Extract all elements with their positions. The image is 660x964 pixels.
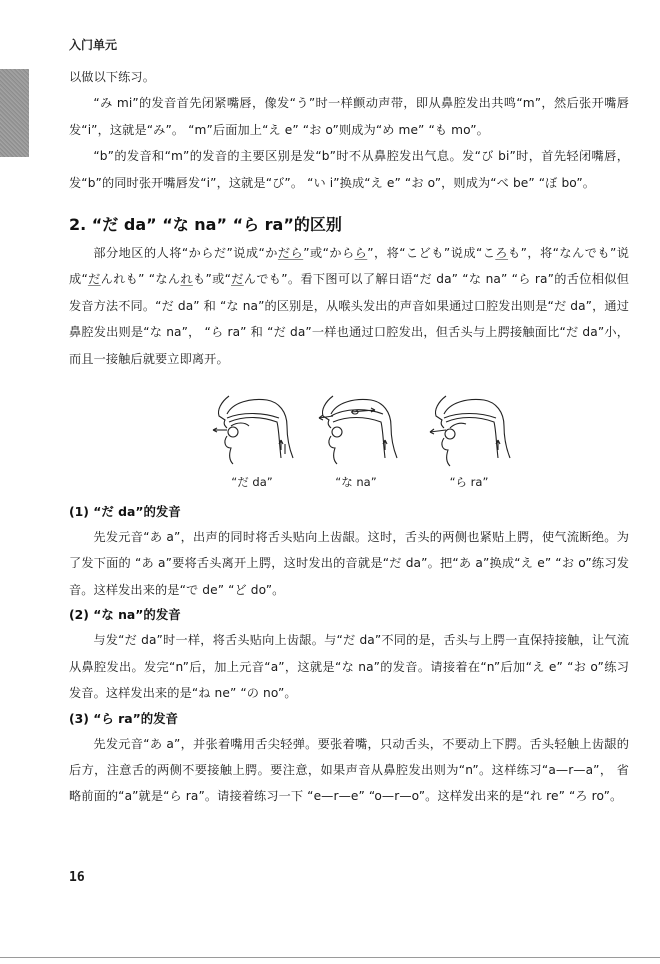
paragraph-mi: “み mi”的发音首先闭紧嘴唇，像发“う”时一样颤动声带，即从鼻腔发出共鸣“m”，然后张开嘴唇发“i”，这就是“み”。 “m”后面加上“え e” “お o”则成为“め me” “も mo”。 — [69, 96, 629, 137]
page-number: 16 — [69, 870, 85, 885]
text-fragment: も”或“ — [192, 272, 231, 287]
oral-cavity-da-diagram-icon — [207, 392, 297, 470]
subsection-title-na: (2) “な na”的发音 — [69, 607, 181, 623]
subsection-body-ra: 先发元音“あ a”，并张着嘴用舌尖轻弹。要张着嘴，只动舌头，不要动上下腭。舌头轻触上齿龈的后方，注意舌的两侧不要接触上腭。要注意，如果声音从鼻腔发出则为“n”。这样练习“a—r—a”， 省略前面的“a”就是“ら ra”。请接着练习一下 “e—r—e” “o—r—o”。这样发出来的是“れ re” “ろ ro”。 — [69, 736, 629, 804]
text-fragment: んでも”。看下图可以了解日语“だ da” “な na” “ら ra”的舌位相似但发音方法不同。“だ da” 和 “な na”的区别是，从喉头发出的声音如果通过口腔发出则是“だ da”，通过鼻腔发出则是“な na”， “ら ra” 和 “だ da”一样也通过口腔发出，但舌头与上腭接触面比“だ da”小，而且一接触后就要立即离开。 — [69, 272, 630, 366]
running-head: 入门单元 — [69, 38, 118, 52]
figure-caption: “だ da” — [231, 475, 273, 490]
subsection-body-na: 与发“だ da”时一样，将舌头贴向上齿龈。与“だ da”不同的是，舌头与上腭一直保持接触，让气流从鼻腔发出。发完“n”后，加上元音“a”，这就是“な na”的发音。请接着在“n”后加“え e” “お o”练习发音。这样发出来的是“ね ne” “の no”。 — [69, 633, 629, 701]
figure-na — [301, 392, 411, 490]
nasal-cavity-na-diagram-icon — [311, 392, 401, 470]
text-fragment: ”或“から — [303, 246, 355, 261]
text-fragment: も”，将“なんでも”说成“ — [69, 246, 629, 287]
figure-ra — [414, 392, 524, 490]
section-title: 2. “だ da” “な na” “ら ra”的区别 — [69, 215, 342, 235]
figure-caption: “な na” — [335, 475, 377, 490]
subsection-title-ra: (3) “ら ra”的发音 — [69, 710, 178, 726]
subsection-title-da: (1) “だ da”的发音 — [69, 504, 181, 520]
subsection-body-da: 先发元音“あ a”，出声的同时将舌头贴向上齿龈。这时，舌头的两侧也紧贴上腭，使气流断绝。为了发下面的 “あ a”要将舌头离开上腭，这时发出的音就是“だ da”。把“あ a”换成“え e” “お o”练习发音。这样发出来的是“で de” “ど do”。 — [69, 530, 629, 597]
figure-da — [197, 392, 307, 490]
underlined-kana: れ — [180, 272, 193, 287]
underlined-kana: ら — [354, 246, 368, 261]
page-content — [69, 64, 629, 810]
continuation-text: 以做以下练习。 — [69, 70, 156, 84]
paragraph-bi: “b”的发音和“m”的发音的主要区别是发“b”时不从鼻腔发出气息。发“び bi”时，首先轻闭嘴唇，发“b”的同时张开嘴唇发“i”，这就是“び”。 “い i”换成“え e” “お o”，则成为“べ be” “ぼ bo”。 — [69, 149, 629, 190]
text-fragment: ”，将“こども”说成“こ — [367, 246, 496, 261]
chapter-side-tab — [0, 69, 29, 157]
section-intro-paragraph — [69, 240, 629, 372]
text-fragment: 部分地区的人将“からだ”说成“か — [93, 246, 278, 261]
text-fragment: んれも” “なん — [100, 272, 181, 287]
bottom-rule — [0, 957, 660, 958]
oral-cavity-ra-diagram-icon — [424, 392, 514, 470]
underlined-kana: ろ — [495, 246, 508, 261]
underlined-kana: だら — [277, 246, 304, 261]
underlined-kana: だ — [231, 272, 244, 287]
figure-caption: “ら ra” — [449, 475, 489, 490]
underlined-kana: だ — [87, 272, 101, 287]
articulation-figures — [69, 392, 629, 496]
